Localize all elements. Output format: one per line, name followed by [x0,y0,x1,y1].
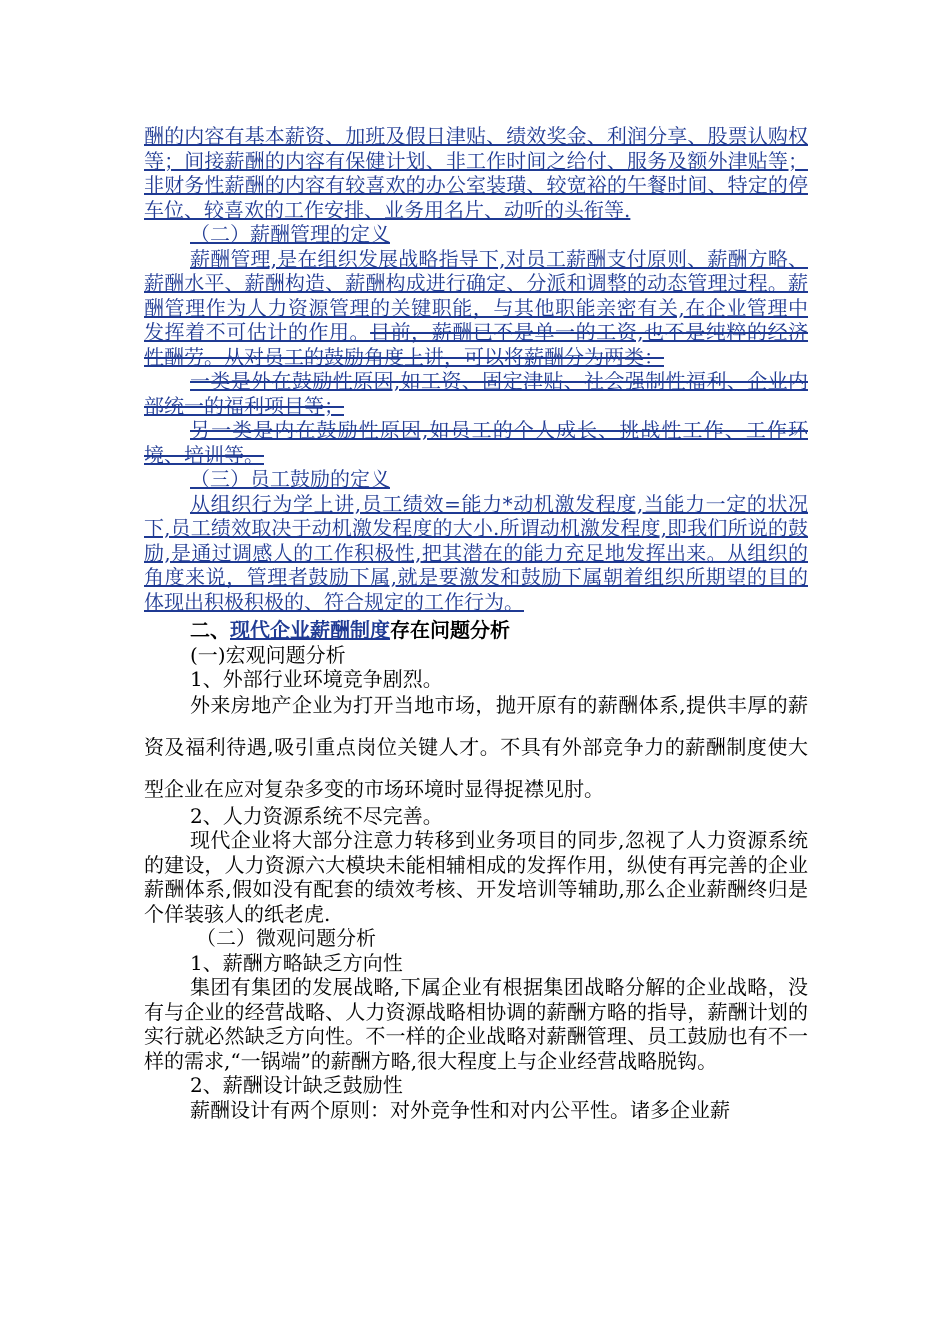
item-2-heading: 2、薪酬设计缺乏鼓励性 [190,1073,403,1097]
tracked-delete: 一类是外在鼓励性原因,如工资、固定津贴、社会强制性福利、企业内部统一的福利项目等； [144,369,808,418]
section-title: 二、现代企业薪酬制度存在问题分析 [190,618,510,642]
tracked-insert: 酬的内容有基本薪资、加班及假日津贴、绩效奖金、利润分享、股票认购权等；间接薪酬的内容有保健计划、非工作时间之给付、服务及额外津贴等；非财务性薪酬的内容有较喜欢的办公室装璜、较宽裕的午餐时间、特定的停车位、较喜欢的工作安排、业务用名片、动听的头衔等. [144,124,808,222]
paragraph-market: 外来房地产企业为打开当地市场，抛开原有的薪酬体系,提供丰厚的薪资及福利待遇,吸引重点岗位关键人才。不具有外部竞争力的薪酬制度使大型企业在应对复杂多变的市场环境时显得捉襟见肘。 [144,692,808,801]
paragraph-deleted-external [144,369,808,418]
paragraph-deleted-internal [144,418,808,467]
tracked-insert: 薪酬管理,是在组织发展战略指导下,对员工薪酬支付原则、薪酬方略、薪酬水平、薪酬构造、薪酬构成进行确定、分派和调整的动态管理过程。薪酬管理作为人力资源管理的关键职能，与其他职能亲密有关,在企业管理中发挥着不可估计的作用。 [144,246,808,344]
heading-macro: (一)宏观问题分析 [190,642,346,667]
paragraph-motivation [144,492,808,615]
item-1-heading: 1、薪酬方略缺乏方向性 [190,950,403,975]
heading-motivation-def: （三）员工鼓励的定义 [190,467,390,491]
heading-pay-management: （二）薪酬管理的定义 [190,222,390,246]
tracked-delete: 另一类是内在鼓励性原因,如员工的个人成长、挑战性工作、工作环境、培训等。 [144,418,808,467]
paragraph-design: 薪酬设计有两个原则：对外竞争性和对内公平性。诸多企业薪 [190,1097,730,1122]
tracked-insert: 从组织行为学上讲,员工绩效=能力*动机激发程度,当能力一定的状况下,员工绩效取决于动机激发程度的大小.所谓动机激发程度,即我们所说的鼓励,是通过调感人的工作积极性,把其潜在的能力充足地发挥出来。从组织的角度来说，管理者鼓励下属,就是要激发和鼓励下属朝着组织所期望的目的体现出积极积极的、符合规定的工作行为。 [144,491,808,614]
heading-micro: （二）微观问题分析 [196,926,376,950]
item-2-heading: 2、人力资源系统不尽完善。 [190,803,443,828]
paragraph-strategy: 集团有集团的发展战略,下属企业有根据集团战略分解的企业战略，没有与企业的经营战略、人力资源战略相协调的薪酬方略的指导，薪酬计划的实行就必然缺乏方向性。不一样的企业战略对薪酬管理、员工鼓励也有不一样的需求,“一锅端”的薪酬方略,很大程度上与企业经营战略脱钩。 [144,975,808,1073]
hyperlink[interactable]: 现代企业薪酬制度 [230,618,390,642]
item-1-heading: 1、外部行业环境竞争剧烈。 [190,667,443,691]
paragraph-pay-content [144,124,808,222]
paragraph-hr-system: 现代企业将大部分注意力转移到业务项目的同步,忽视了人力资源系统的建设，人力资源六大模块未能相辅相成的发挥作用，纵使有再完善的企业薪酬体系,假如没有配套的绩效考核、开发培训等辅助,那么企业薪酬终归是个佯装骇人的纸老虎. [144,828,808,926]
paragraph-pay-management-def [144,247,808,370]
document-page [144,124,808,1122]
tracked-delete: 目前，薪酬已不是单一的工资,也不是纯粹的经济性酬劳。从对员工的鼓励角度上讲，可以将薪酬分为两类： [144,320,809,369]
